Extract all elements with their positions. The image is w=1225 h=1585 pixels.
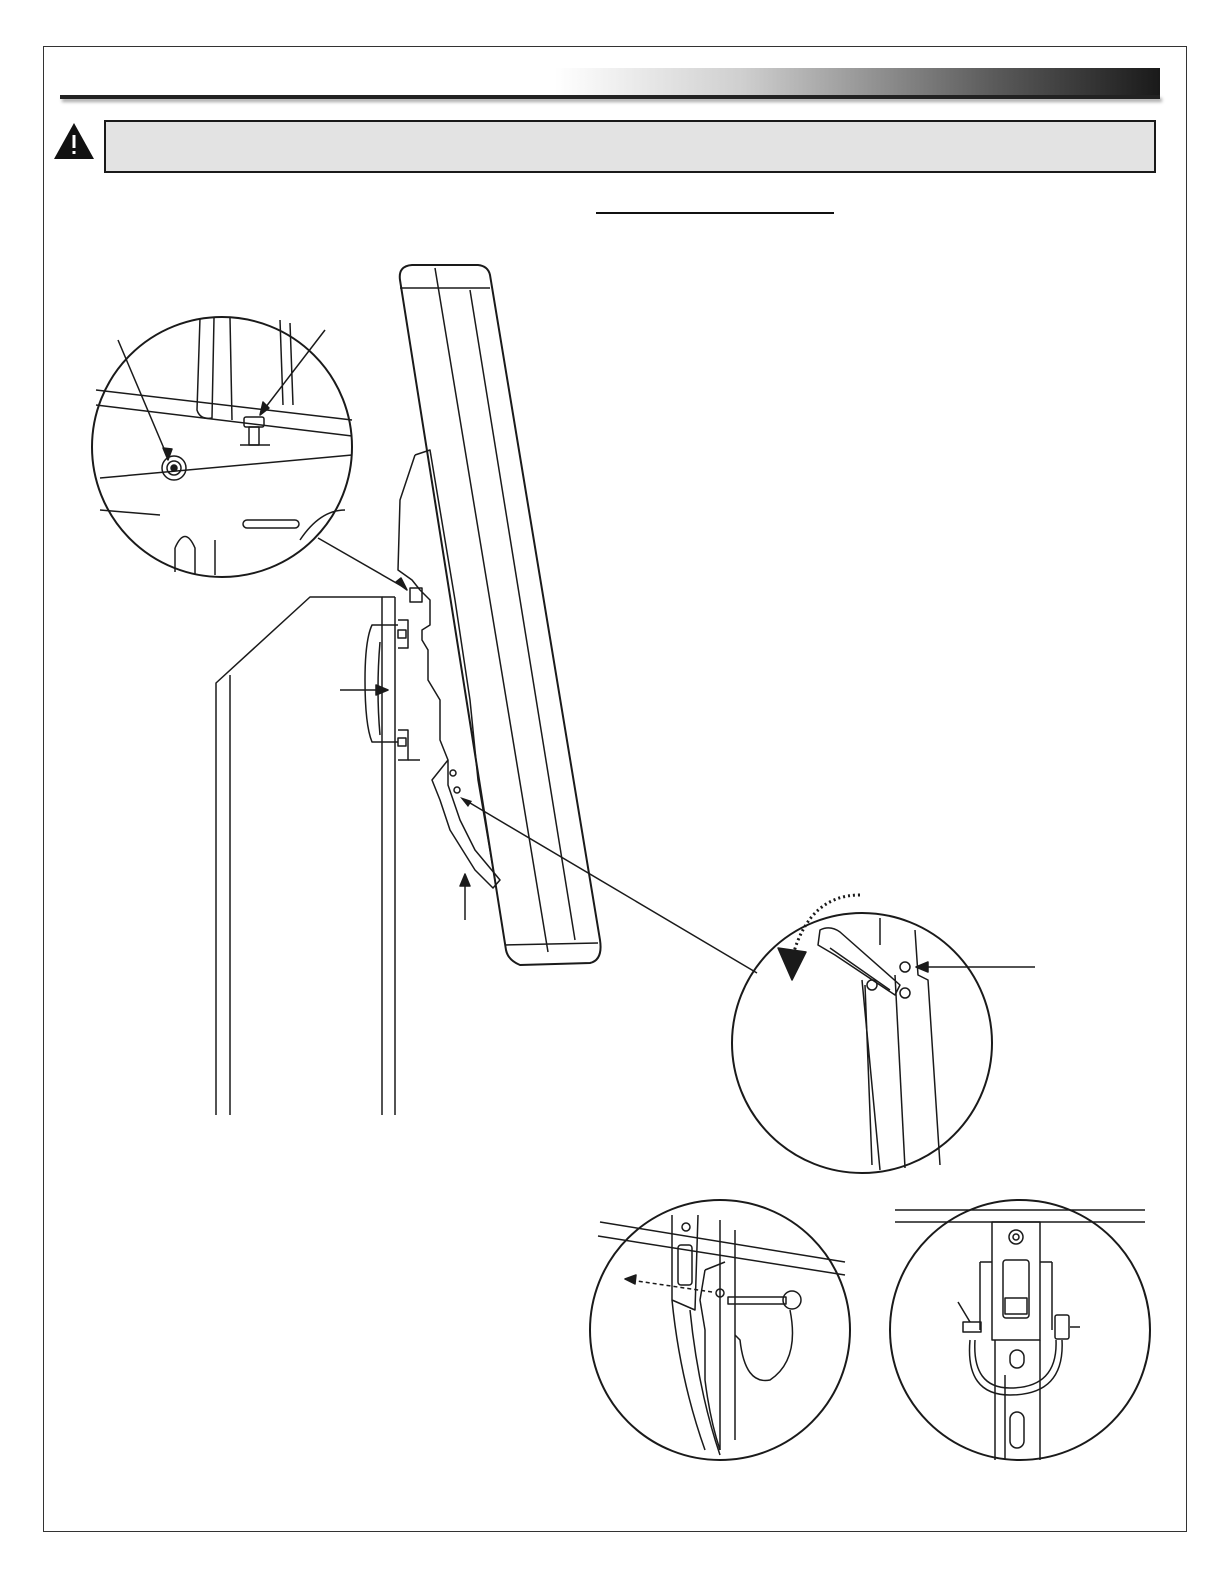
- detail-circle-bracket-icon: [890, 1200, 1150, 1460]
- stand-column: [216, 597, 420, 1115]
- arrow-up: [460, 874, 470, 920]
- detail-circle-pin-icon: [590, 1200, 850, 1460]
- detail-circle-bolt-icon: [92, 317, 407, 590]
- mount-bracket: [398, 450, 500, 888]
- leader-line-latch: [465, 800, 757, 973]
- detail-circle-latch-icon: [732, 913, 1035, 1173]
